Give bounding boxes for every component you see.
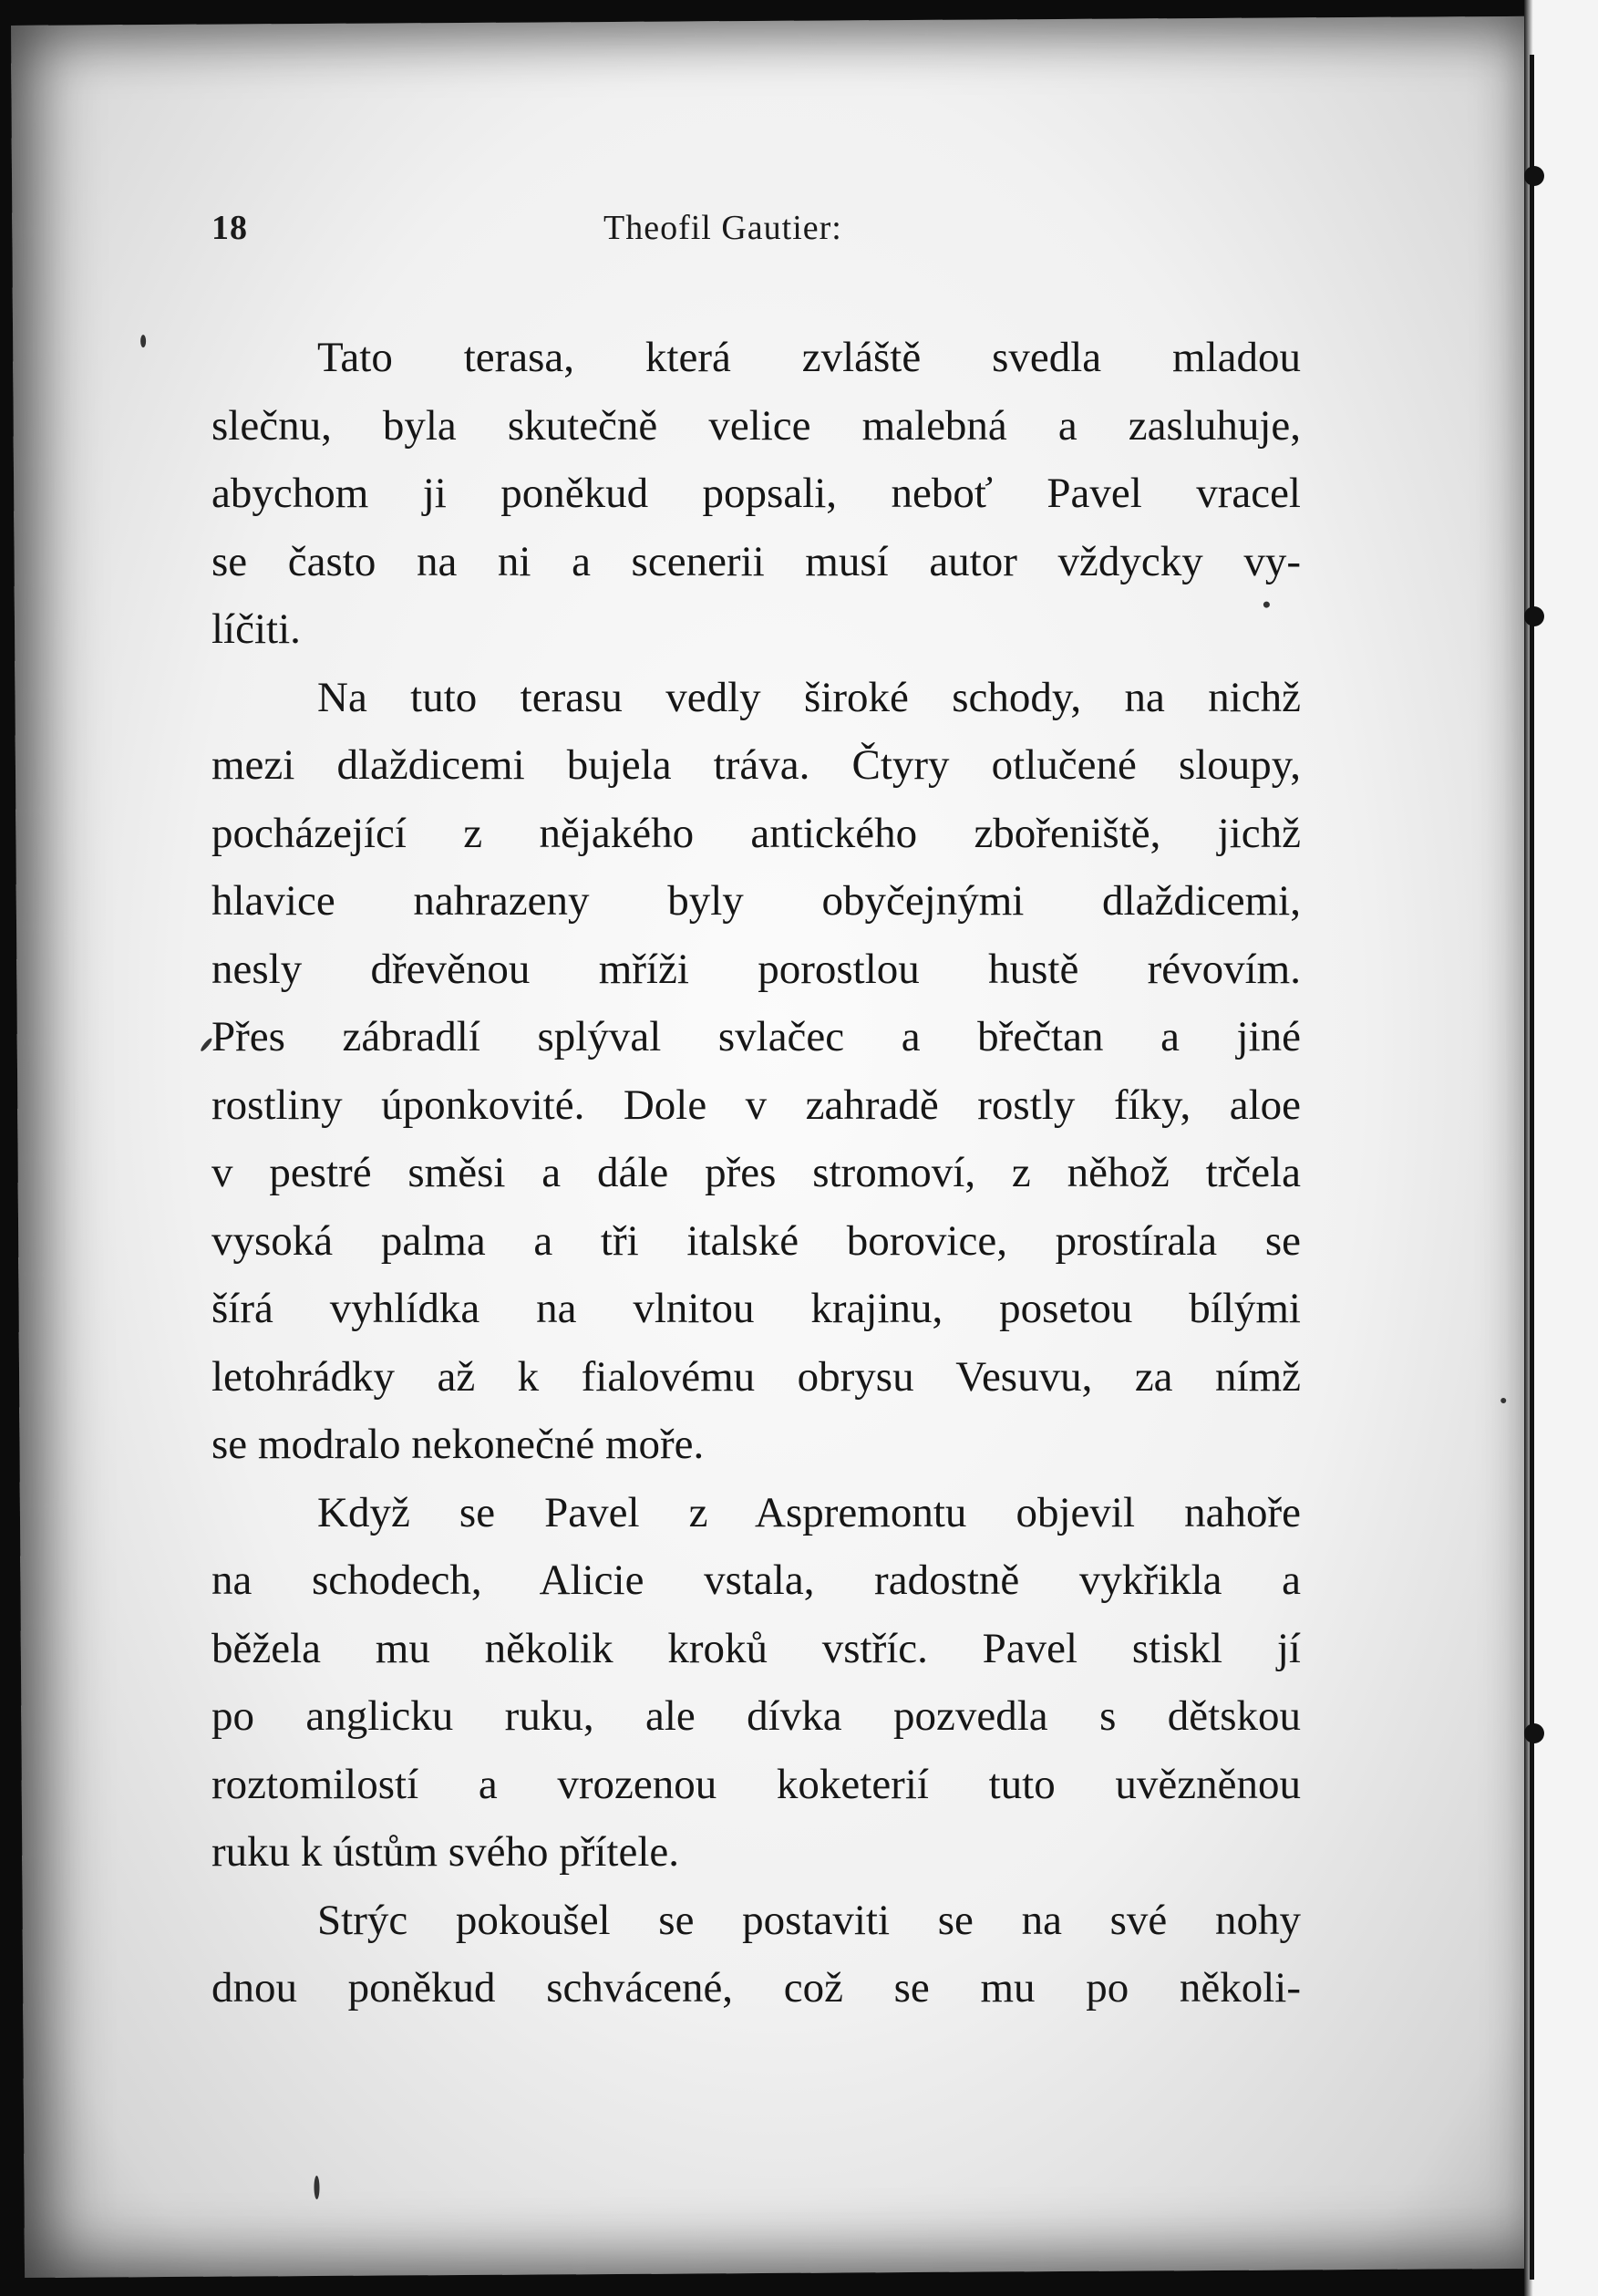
paper-speck	[1500, 1398, 1506, 1403]
text-line: Tato terasa, která zvláště svedla mladou	[317, 334, 1301, 381]
binding-line	[1530, 55, 1534, 2280]
running-head: Theofil Gautier:	[603, 209, 842, 247]
text-line: šírá vyhlídka na vlnitou krajinu, posetou bílými	[211, 1285, 1301, 1332]
body-text	[211, 324, 1301, 2022]
binding-mark	[1524, 606, 1544, 626]
text-line: pocházející z nějakého antického zbořeniště, jichž	[211, 809, 1301, 857]
binding-mark	[1524, 166, 1544, 186]
text-line: ruku k ústům svého přítele.	[211, 1828, 680, 1876]
text-line: vysoká palma a tři italské borovice, prostírala se	[211, 1216, 1301, 1265]
text-line: nesly dřevěnou mříži porostlou hustě révovím.	[211, 945, 1301, 993]
text-line: na schodech, Alicie vstala, radostně vykřikla a	[211, 1557, 1301, 1604]
text-line: hlavice nahrazeny byly obyčejnými dlaždicemi,	[211, 877, 1301, 925]
binding-mark	[1524, 1723, 1544, 1743]
text-line: Strýc pokoušel se postaviti se na své nohy	[317, 1896, 1301, 1944]
text-line: Přes zábradlí splýval svlačec a břečtan a jiné	[211, 1013, 1301, 1060]
text-line: se často na ni a scenerii musí autor vždycky vy-	[211, 537, 1301, 585]
text-line: letohrádky až k fialovému obrysu Vesuvu, za nímž	[211, 1352, 1301, 1401]
text-line: po anglicku ruku, ale dívka pozvedla s dětskou	[211, 1692, 1301, 1740]
paper-speck	[140, 335, 146, 347]
page-header	[211, 208, 1305, 263]
text-line: běžela mu několik kroků vstříc. Pavel stiskl jí	[211, 1624, 1301, 1672]
paper-speck	[314, 2176, 319, 2199]
text-line: mezi dlaždicemi bujela tráva. Čtyry otlučené sloupy,	[211, 741, 1301, 789]
text-line: abychom ji poněkud popsali, neboť Pavel vracel	[211, 470, 1301, 517]
text-line: slečnu, byla skutečně velice malebná a zasluhuje,	[211, 401, 1301, 450]
text-line: rostliny úponkovité. Dole v zahradě rostly fíky, aloe	[211, 1081, 1301, 1129]
text-line: dnou poněkud schvácené, což se mu po několi-	[211, 1964, 1301, 2012]
page-number: 18	[211, 209, 248, 247]
text-line: roztomilostí a vrozenou koketerií tuto uvězněnou	[211, 1760, 1301, 1808]
text-line: v pestré směsi a dále přes stromoví, z něhož trčela	[211, 1149, 1301, 1196]
text-line: Když se Pavel z Aspremontu objevil nahoře	[317, 1488, 1301, 1536]
text-line: líčiti.	[211, 605, 301, 653]
text-line: Na tuto terasu vedly široké schody, na nichž	[317, 673, 1301, 721]
adjacent-page-edge	[1524, 0, 1598, 2296]
text-line: se modralo nekonečné moře.	[211, 1421, 705, 1468]
